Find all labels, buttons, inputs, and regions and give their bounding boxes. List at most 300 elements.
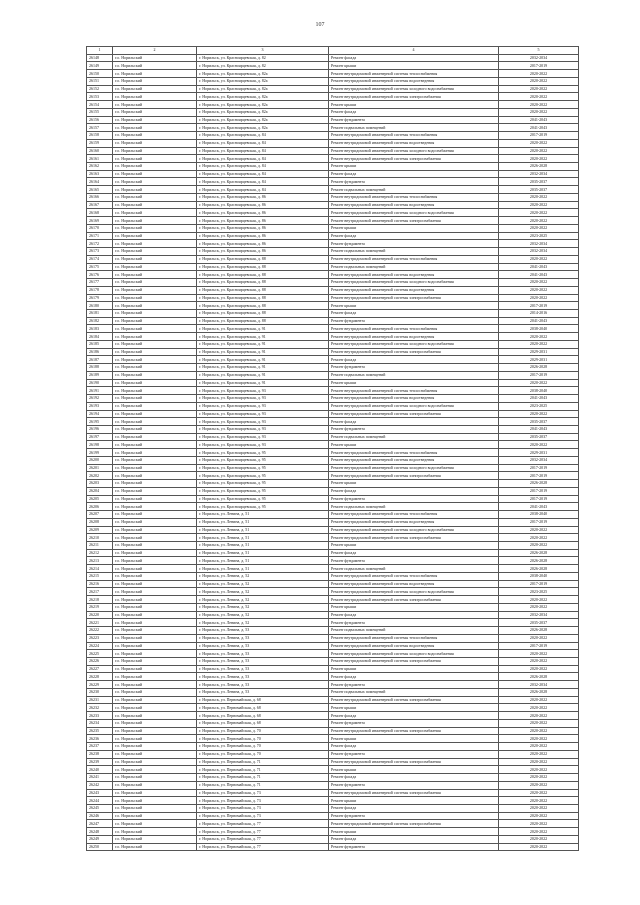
municipality-cell: г.о. Норильский <box>113 658 197 666</box>
address-cell: г. Норильск, ул. Красноярцевская, д. 91 <box>197 340 329 348</box>
address-cell: г. Норильск, ул. Красноярцевская, д. 82а <box>197 70 329 78</box>
row-number-cell: 26171 <box>87 232 113 240</box>
table-row <box>87 116 579 124</box>
row-number-cell: 26246 <box>87 812 113 820</box>
municipality-cell: г.о. Норильский <box>113 511 197 519</box>
work-type-cell: Ремонт фундамента <box>329 116 499 124</box>
work-type-cell: Ремонт подвальных помещений <box>329 263 499 271</box>
municipality-cell: г.о. Норильский <box>113 433 197 441</box>
table-row <box>87 441 579 449</box>
table-row <box>87 673 579 681</box>
row-number-cell: 26190 <box>87 379 113 387</box>
address-cell: г. Норильск, ул. Первомайская, д. 73 <box>197 797 329 805</box>
row-number-cell: 26163 <box>87 170 113 178</box>
work-type-cell: Ремонт внутридомовой инженерной системы водоотведения <box>329 333 499 341</box>
work-type-cell: Ремонт крыши <box>329 441 499 449</box>
address-cell: г. Норильск, ул. Ленина, д. 53 <box>197 634 329 642</box>
row-number-cell: 26201 <box>87 464 113 472</box>
municipality-cell: г.о. Норильский <box>113 170 197 178</box>
period-cell: 2020-2022 <box>499 70 579 78</box>
table-row <box>87 456 579 464</box>
row-number-cell: 26250 <box>87 843 113 851</box>
work-type-cell: Ремонт внутридомовой инженерной системы теплоснабжения <box>329 511 499 519</box>
period-cell: 2020-2022 <box>499 101 579 109</box>
period-cell: 2038-2040 <box>499 572 579 580</box>
period-cell: 2017-2019 <box>499 472 579 480</box>
period-cell: 2020-2022 <box>499 85 579 93</box>
period-cell: 2038-2040 <box>499 387 579 395</box>
table-row <box>87 170 579 178</box>
table-row <box>87 735 579 743</box>
work-type-cell: Ремонт внутридомовой инженерной системы холодного водоснабжения <box>329 650 499 658</box>
municipality-cell: г.о. Норильский <box>113 712 197 720</box>
period-cell: 2020-2022 <box>499 77 579 85</box>
address-cell: г. Норильск, ул. Ленина, д. 51 <box>197 526 329 534</box>
address-cell: г. Норильск, ул. Красноярцевская, д. 93 <box>197 402 329 410</box>
address-cell: г. Норильск, ул. Ленина, д. 53 <box>197 658 329 666</box>
row-number-cell: 26227 <box>87 665 113 673</box>
period-cell: 2032-2034 <box>499 248 579 256</box>
period-cell: 2026-2028 <box>499 480 579 488</box>
period-cell: 2041-2043 <box>499 425 579 433</box>
address-cell: г. Норильск, ул. Красноярцевская, д. 93 <box>197 418 329 426</box>
table-row <box>87 526 579 534</box>
period-cell: 2017-2019 <box>499 464 579 472</box>
work-type-cell: Ремонт внутридомовой инженерной системы электроснабжения <box>329 658 499 666</box>
row-number-cell: 26179 <box>87 294 113 302</box>
work-type-cell: Ремонт фундамента <box>329 364 499 372</box>
municipality-cell: г.о. Норильский <box>113 843 197 851</box>
period-cell: 2020-2022 <box>499 224 579 232</box>
municipality-cell: г.о. Норильский <box>113 340 197 348</box>
table-row <box>87 302 579 310</box>
table-row <box>87 820 579 828</box>
period-cell: 2020-2022 <box>499 835 579 843</box>
address-cell: г. Норильск, ул. Ленина, д. 52 <box>197 588 329 596</box>
row-number-cell: 26152 <box>87 85 113 93</box>
work-type-cell: Ремонт внутридомовой инженерной системы электроснабжения <box>329 727 499 735</box>
table-row <box>87 325 579 333</box>
period-cell: 2041-2043 <box>499 395 579 403</box>
period-cell: 2020-2022 <box>499 650 579 658</box>
municipality-cell: г.о. Норильский <box>113 294 197 302</box>
municipality-cell: г.о. Норильский <box>113 317 197 325</box>
row-number-cell: 26214 <box>87 565 113 573</box>
work-type-cell: Ремонт внутридомовой инженерной системы холодного водоснабжения <box>329 588 499 596</box>
municipality-cell: г.о. Норильский <box>113 820 197 828</box>
work-type-cell: Ремонт внутридомовой инженерной системы электроснабжения <box>329 93 499 101</box>
table-row <box>87 719 579 727</box>
municipality-cell: г.о. Норильский <box>113 418 197 426</box>
table-row <box>87 789 579 797</box>
period-cell: 2020-2022 <box>499 294 579 302</box>
address-cell: г. Норильск, ул. Красноярцевская, д. 91 <box>197 371 329 379</box>
period-cell: 2020-2022 <box>499 774 579 782</box>
row-number-cell: 26241 <box>87 774 113 782</box>
address-cell: г. Норильск, ул. Ленина, д. 53 <box>197 627 329 635</box>
work-type-cell: Ремонт внутридомовой инженерной системы электроснабжения <box>329 696 499 704</box>
row-number-cell: 26230 <box>87 688 113 696</box>
municipality-cell: г.о. Норильский <box>113 263 197 271</box>
address-cell: г. Норильск, ул. Красноярцевская, д. 93 <box>197 410 329 418</box>
address-cell: г. Норильск, ул. Первомайская, д. 77 <box>197 828 329 836</box>
period-cell: 2020-2022 <box>499 333 579 341</box>
table-row <box>87 139 579 147</box>
period-cell: 2020-2022 <box>499 603 579 611</box>
table-row <box>87 596 579 604</box>
table-row <box>87 665 579 673</box>
work-type-cell: Ремонт подвальных помещений <box>329 433 499 441</box>
table-row <box>87 619 579 627</box>
table-row <box>87 557 579 565</box>
table-row <box>87 650 579 658</box>
row-number-cell: 26173 <box>87 248 113 256</box>
period-cell: 2020-2022 <box>499 379 579 387</box>
work-type-cell: Ремонт внутридомовой инженерной системы электроснабжения <box>329 472 499 480</box>
period-cell: 2026-2028 <box>499 565 579 573</box>
municipality-cell: г.о. Норильский <box>113 224 197 232</box>
municipality-cell: г.о. Норильский <box>113 549 197 557</box>
period-cell: 2017-2019 <box>499 487 579 495</box>
address-cell: г. Норильск, ул. Красноярцевская, д. 93 <box>197 441 329 449</box>
address-cell: г. Норильск, ул. Красноярцевская, д. 86 <box>197 209 329 217</box>
work-type-cell: Ремонт фасада <box>329 743 499 751</box>
table-row <box>87 108 579 116</box>
municipality-cell: г.о. Норильский <box>113 766 197 774</box>
address-cell: г. Норильск, ул. Красноярцевская, д. 88 <box>197 317 329 325</box>
table-row <box>87 572 579 580</box>
address-cell: г. Норильск, ул. Красноярцевская, д. 91 <box>197 364 329 372</box>
address-cell: г. Норильск, ул. Красноярцевская, д. 91 <box>197 356 329 364</box>
period-cell: 2020-2022 <box>499 712 579 720</box>
municipality-cell: г.о. Норильский <box>113 240 197 248</box>
municipality-cell: г.о. Норильский <box>113 681 197 689</box>
row-number-cell: 26157 <box>87 124 113 132</box>
municipality-cell: г.о. Норильский <box>113 828 197 836</box>
period-cell: 2026-2028 <box>499 557 579 565</box>
work-type-cell: Ремонт фасада <box>329 804 499 812</box>
work-type-cell: Ремонт крыши <box>329 379 499 387</box>
municipality-cell: г.о. Норильский <box>113 781 197 789</box>
address-cell: г. Норильск, ул. Красноярцевская, д. 84 <box>197 155 329 163</box>
address-cell: г. Норильск, ул. Красноярцевская, д. 84 <box>197 186 329 194</box>
period-cell: 2014-2016 <box>499 309 579 317</box>
work-type-cell: Ремонт фасада <box>329 774 499 782</box>
row-number-cell: 26149 <box>87 62 113 70</box>
table-row <box>87 503 579 511</box>
table-row <box>87 549 579 557</box>
address-cell: г. Норильск, ул. Ленина, д. 51 <box>197 534 329 542</box>
table-row <box>87 565 579 573</box>
table-row <box>87 263 579 271</box>
work-type-cell: Ремонт фасада <box>329 232 499 240</box>
table-row <box>87 774 579 782</box>
address-cell: г. Норильск, ул. Красноярцевская, д. 82 <box>197 62 329 70</box>
municipality-cell: г.о. Норильский <box>113 356 197 364</box>
table-row <box>87 658 579 666</box>
municipality-cell: г.о. Норильский <box>113 596 197 604</box>
municipality-cell: г.о. Норильский <box>113 155 197 163</box>
work-type-cell: Ремонт внутридомовой инженерной системы электроснабжения <box>329 294 499 302</box>
municipality-cell: г.о. Норильский <box>113 232 197 240</box>
municipality-cell: г.о. Норильский <box>113 271 197 279</box>
address-cell: г. Норильск, ул. Ленина, д. 51 <box>197 511 329 519</box>
work-type-cell: Ремонт внутридомовой инженерной системы холодного водоснабжения <box>329 147 499 155</box>
period-cell: 2041-2043 <box>499 317 579 325</box>
period-cell: 2020-2022 <box>499 534 579 542</box>
municipality-cell: г.о. Норильский <box>113 402 197 410</box>
municipality-cell: г.о. Норильский <box>113 526 197 534</box>
address-cell: г. Норильск, ул. Красноярцевская, д. 86 <box>197 248 329 256</box>
row-number-cell: 26237 <box>87 743 113 751</box>
row-number-cell: 26240 <box>87 766 113 774</box>
address-cell: г. Норильск, ул. Первомайская, д. 71 <box>197 766 329 774</box>
table-row <box>87 480 579 488</box>
address-cell: г. Норильск, ул. Красноярцевская, д. 93 <box>197 387 329 395</box>
address-cell: г. Норильск, ул. Красноярцевская, д. 93 <box>197 395 329 403</box>
work-type-cell: Ремонт внутридомовой инженерной системы водоотведения <box>329 518 499 526</box>
work-type-cell: Ремонт внутридомовой инженерной системы электроснабжения <box>329 820 499 828</box>
address-cell: г. Норильск, ул. Красноярцевская, д. 95 <box>197 480 329 488</box>
table-row <box>87 124 579 132</box>
table-row <box>87 271 579 279</box>
work-type-cell: Ремонт фундамента <box>329 719 499 727</box>
municipality-cell: г.о. Норильский <box>113 487 197 495</box>
period-cell: 2026-2028 <box>499 364 579 372</box>
address-cell: г. Норильск, ул. Первомайская, д. 70 <box>197 750 329 758</box>
work-type-cell: Ремонт крыши <box>329 101 499 109</box>
row-number-cell: 26226 <box>87 658 113 666</box>
row-number-cell: 26170 <box>87 224 113 232</box>
municipality-cell: г.о. Норильский <box>113 163 197 171</box>
address-cell: г. Норильск, ул. Красноярцевская, д. 82а <box>197 93 329 101</box>
table-row <box>87 797 579 805</box>
row-number-cell: 26219 <box>87 603 113 611</box>
row-number-cell: 26196 <box>87 425 113 433</box>
address-cell: г. Норильск, ул. Красноярцевская, д. 82а <box>197 124 329 132</box>
work-type-cell: Ремонт внутридомовой инженерной системы теплоснабжения <box>329 387 499 395</box>
address-cell: г. Норильск, ул. Ленина, д. 52 <box>197 603 329 611</box>
period-cell: 2035-2037 <box>499 178 579 186</box>
period-cell: 2029-2031 <box>499 449 579 457</box>
municipality-cell: г.о. Норильский <box>113 70 197 78</box>
table-row <box>87 433 579 441</box>
page-number: 107 <box>315 22 325 28</box>
work-type-cell: Ремонт фасада <box>329 309 499 317</box>
municipality-cell: г.о. Норильский <box>113 735 197 743</box>
municipality-cell: г.о. Норильский <box>113 108 197 116</box>
row-number-cell: 26228 <box>87 673 113 681</box>
municipality-cell: г.о. Норильский <box>113 665 197 673</box>
work-type-cell: Ремонт фундамента <box>329 425 499 433</box>
table-row <box>87 387 579 395</box>
address-cell: г. Норильск, ул. Ленина, д. 51 <box>197 518 329 526</box>
table-row <box>87 255 579 263</box>
period-cell: 2032-2034 <box>499 681 579 689</box>
municipality-cell: г.о. Норильский <box>113 410 197 418</box>
period-cell: 2020-2022 <box>499 596 579 604</box>
row-number-cell: 26238 <box>87 750 113 758</box>
period-cell: 2020-2022 <box>499 93 579 101</box>
municipality-cell: г.о. Норильский <box>113 758 197 766</box>
row-number-cell: 26221 <box>87 619 113 627</box>
address-cell: г. Норильск, ул. Красноярцевская, д. 82 <box>197 54 329 62</box>
row-number-cell: 26217 <box>87 588 113 596</box>
address-cell: г. Норильск, ул. Первомайская, д. 70 <box>197 727 329 735</box>
address-cell: г. Норильск, ул. Красноярцевская, д. 95 <box>197 472 329 480</box>
table-row <box>87 418 579 426</box>
row-number-cell: 26161 <box>87 155 113 163</box>
municipality-cell: г.о. Норильский <box>113 77 197 85</box>
work-type-cell: Ремонт фасада <box>329 835 499 843</box>
row-number-cell: 26166 <box>87 193 113 201</box>
work-type-cell: Ремонт крыши <box>329 665 499 673</box>
address-cell: г. Норильск, ул. Красноярцевская, д. 91 <box>197 379 329 387</box>
table-row <box>87 54 579 62</box>
municipality-cell: г.о. Норильский <box>113 704 197 712</box>
table-row <box>87 209 579 217</box>
period-cell: 2035-2037 <box>499 619 579 627</box>
table-row <box>87 688 579 696</box>
work-type-cell: Ремонт крыши <box>329 163 499 171</box>
address-cell: г. Норильск, ул. Первомайская, д. 77 <box>197 843 329 851</box>
table-row <box>87 603 579 611</box>
municipality-cell: г.о. Норильский <box>113 364 197 372</box>
period-cell: 2041-2043 <box>499 503 579 511</box>
work-type-cell: Ремонт внутридомовой инженерной системы водоотведения <box>329 271 499 279</box>
table-row <box>87 627 579 635</box>
table-row <box>87 518 579 526</box>
row-number-cell: 26194 <box>87 410 113 418</box>
period-cell: 2020-2022 <box>499 658 579 666</box>
table-row <box>87 449 579 457</box>
column-header-5: 5 <box>499 47 579 55</box>
municipality-cell: г.о. Норильский <box>113 309 197 317</box>
work-type-cell: Ремонт внутридомовой инженерной системы электроснабжения <box>329 596 499 604</box>
address-cell: г. Норильск, ул. Ленина, д. 52 <box>197 580 329 588</box>
work-type-cell: Ремонт фасада <box>329 108 499 116</box>
municipality-cell: г.о. Норильский <box>113 186 197 194</box>
address-cell: г. Норильск, ул. Красноярцевская, д. 95 <box>197 449 329 457</box>
row-number-cell: 26162 <box>87 163 113 171</box>
table-row <box>87 294 579 302</box>
table-row <box>87 758 579 766</box>
address-cell: г. Норильск, ул. Красноярцевская, д. 91 <box>197 348 329 356</box>
period-cell: 2026-2028 <box>499 549 579 557</box>
period-cell: 2020-2022 <box>499 139 579 147</box>
work-type-cell: Ремонт подвальных помещений <box>329 186 499 194</box>
row-number-cell: 26165 <box>87 186 113 194</box>
work-type-cell: Ремонт внутридомовой инженерной системы водоотведения <box>329 580 499 588</box>
address-cell: г. Норильск, ул. Ленина, д. 53 <box>197 673 329 681</box>
row-number-cell: 26198 <box>87 441 113 449</box>
municipality-cell: г.о. Норильский <box>113 495 197 503</box>
work-type-cell: Ремонт крыши <box>329 480 499 488</box>
address-cell: г. Норильск, ул. Первомайская, д. 71 <box>197 758 329 766</box>
period-cell: 2020-2022 <box>499 750 579 758</box>
address-cell: г. Норильск, ул. Ленина, д. 51 <box>197 565 329 573</box>
row-number-cell: 26204 <box>87 487 113 495</box>
address-cell: г. Норильск, ул. Красноярцевская, д. 86 <box>197 201 329 209</box>
table-row <box>87 85 579 93</box>
table-row <box>87 781 579 789</box>
address-cell: г. Норильск, ул. Первомайская, д. 71 <box>197 781 329 789</box>
address-cell: г. Норильск, ул. Красноярцевская, д. 84 <box>197 147 329 155</box>
work-type-cell: Ремонт фасада <box>329 673 499 681</box>
period-cell: 2020-2022 <box>499 441 579 449</box>
municipality-cell: г.о. Норильский <box>113 456 197 464</box>
table-row <box>87 240 579 248</box>
municipality-cell: г.о. Норильский <box>113 178 197 186</box>
municipality-cell: г.о. Норильский <box>113 812 197 820</box>
table-row <box>87 804 579 812</box>
row-number-cell: 26155 <box>87 108 113 116</box>
municipality-cell: г.о. Норильский <box>113 62 197 70</box>
work-type-cell: Ремонт фасада <box>329 712 499 720</box>
period-cell: 2017-2019 <box>499 371 579 379</box>
work-type-cell: Ремонт внутридомовой инженерной системы теплоснабжения <box>329 325 499 333</box>
period-cell: 2020-2022 <box>499 820 579 828</box>
period-cell: 2032-2034 <box>499 456 579 464</box>
row-number-cell: 26154 <box>87 101 113 109</box>
municipality-cell: г.о. Норильский <box>113 201 197 209</box>
period-cell: 2020-2022 <box>499 704 579 712</box>
row-number-cell: 26242 <box>87 781 113 789</box>
row-number-cell: 26176 <box>87 271 113 279</box>
address-cell: г. Норильск, ул. Ленина, д. 53 <box>197 681 329 689</box>
row-number-cell: 26188 <box>87 364 113 372</box>
row-number-cell: 26202 <box>87 472 113 480</box>
period-cell: 2029-2031 <box>499 356 579 364</box>
row-number-cell: 26183 <box>87 325 113 333</box>
period-cell: 2032-2034 <box>499 240 579 248</box>
address-cell: г. Норильск, ул. Красноярцевская, д. 88 <box>197 279 329 287</box>
row-number-cell: 26172 <box>87 240 113 248</box>
address-cell: г. Норильск, ул. Красноярцевская, д. 88 <box>197 255 329 263</box>
address-cell: г. Норильск, ул. Красноярцевская, д. 82а <box>197 101 329 109</box>
address-cell: г. Норильск, ул. Ленина, д. 52 <box>197 596 329 604</box>
address-cell: г. Норильск, ул. Ленина, д. 52 <box>197 619 329 627</box>
work-type-cell: Ремонт подвальных помещений <box>329 248 499 256</box>
work-type-cell: Ремонт крыши <box>329 302 499 310</box>
table-row <box>87 147 579 155</box>
row-number-cell: 26225 <box>87 650 113 658</box>
address-cell: г. Норильск, ул. Красноярцевская, д. 91 <box>197 325 329 333</box>
work-type-cell: Ремонт внутридомовой инженерной системы теплоснабжения <box>329 634 499 642</box>
period-cell: 2041-2043 <box>499 271 579 279</box>
row-number-cell: 26205 <box>87 495 113 503</box>
row-number-cell: 26200 <box>87 456 113 464</box>
municipality-cell: г.о. Норильский <box>113 743 197 751</box>
row-number-cell: 26207 <box>87 511 113 519</box>
work-type-cell: Ремонт крыши <box>329 603 499 611</box>
municipality-cell: г.о. Норильский <box>113 619 197 627</box>
period-cell: 2038-2040 <box>499 511 579 519</box>
period-cell: 2020-2022 <box>499 781 579 789</box>
address-cell: г. Норильск, ул. Красноярцевская, д. 88 <box>197 302 329 310</box>
row-number-cell: 26216 <box>87 580 113 588</box>
table-row <box>87 766 579 774</box>
row-number-cell: 26193 <box>87 402 113 410</box>
row-number-cell: 26197 <box>87 433 113 441</box>
work-type-cell: Ремонт фасада <box>329 487 499 495</box>
table-row <box>87 487 579 495</box>
municipality-cell: г.о. Норильский <box>113 139 197 147</box>
row-number-cell: 26236 <box>87 735 113 743</box>
address-cell: г. Норильск, ул. Красноярцевская, д. 93 <box>197 433 329 441</box>
address-cell: г. Норильск, ул. Ленина, д. 52 <box>197 611 329 619</box>
work-type-cell: Ремонт внутридомовой инженерной системы электроснабжения <box>329 155 499 163</box>
